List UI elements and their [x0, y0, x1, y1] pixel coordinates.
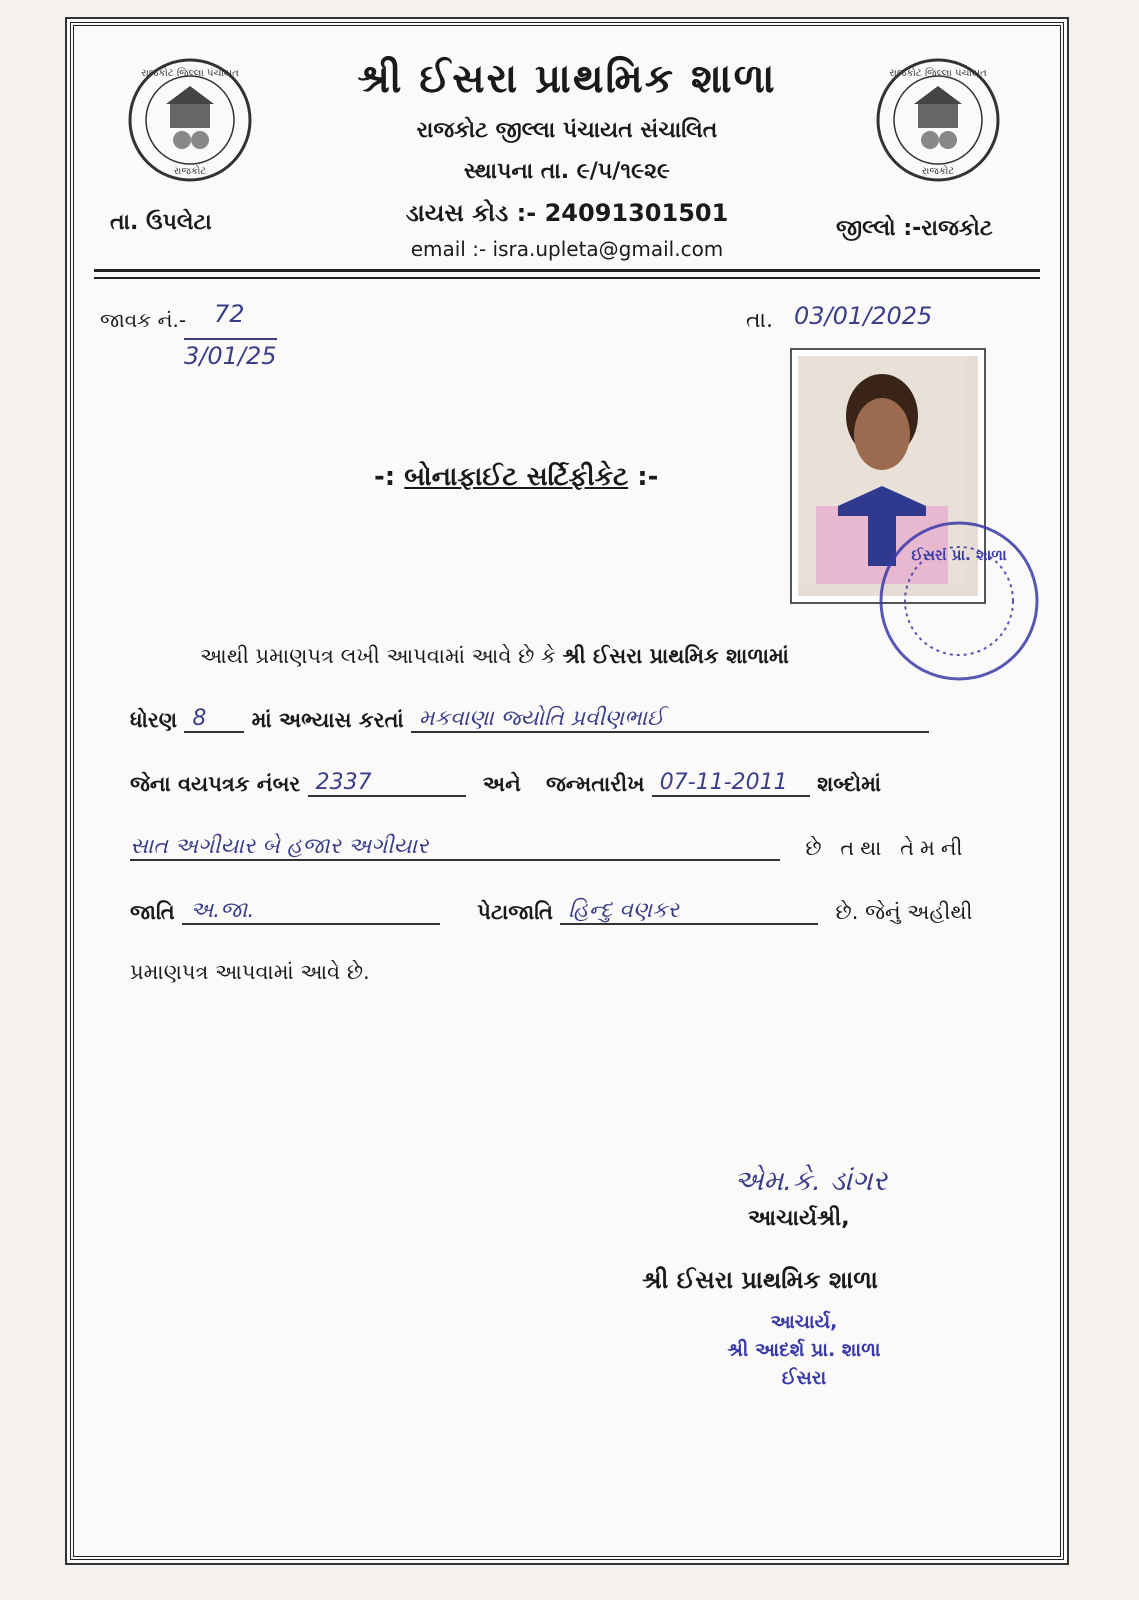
student-name: મકવાણા જ્યોતિ પ્રવીણભાઈ [418, 706, 665, 731]
header-divider [94, 269, 1040, 272]
dise-code: ડાયસ કોડ :- 24091301501 [405, 199, 729, 227]
signature-school-name: શ્રી ઈસરા પ્રાથમિક શાળા [642, 1266, 878, 1294]
seal-top-text: રાજકોટ જિલ્લા પંચાયત [889, 68, 987, 79]
certificate-sheet [70, 22, 1064, 1560]
title-text: બોનાફાઈટ સર્ટિફીકેટ [404, 462, 629, 492]
gr-number-field [308, 770, 466, 797]
caste-field [182, 898, 440, 925]
district: જીલ્લો :-રાજકોટ [836, 216, 993, 241]
gr-label: જેના વયપત્રક નંબર [130, 772, 301, 796]
continuation-label: છે તથા તેમની [805, 836, 969, 860]
and-label: અને [482, 772, 521, 796]
subcaste-value: હિન્દુ વણકર [568, 898, 679, 923]
principal-stamp [674, 1308, 934, 1392]
stamp-text: ઈસરા પ્રા. શાળા [911, 546, 1007, 564]
letterhead [74, 26, 1060, 266]
body-line-4 [130, 834, 968, 874]
body-line-6 [130, 960, 370, 1000]
caste-value: અ.જા. [189, 898, 255, 923]
title-prefix: -: [374, 462, 396, 492]
dob-field [652, 770, 810, 797]
student-name-field [411, 706, 929, 733]
outward-date: 3/01/25 [184, 338, 277, 370]
subcaste-field [560, 898, 818, 925]
standard-value: 8 [192, 706, 207, 731]
outward-number: 72 [214, 300, 245, 328]
school-email: email :- isra.upleta@gmail.com [410, 237, 724, 261]
stamp-line-1: આચાર્ય, [770, 1311, 838, 1333]
seal-bottom-text: રાજકોટ [173, 166, 207, 177]
date-label: તા. [746, 308, 773, 333]
dob-words-field [130, 834, 780, 861]
managed-by: રાજકોટ જીલ્લા પંચાયત સંચાલિત [416, 118, 718, 143]
issue-date: 03/01/2025 [794, 302, 933, 330]
gr-number: 2337 [315, 770, 372, 795]
intro-school: શ્રી ઈસરા પ્રાથમિક શાળામાં [562, 644, 789, 668]
title-suffix: :- [637, 462, 659, 492]
header-divider-thin [94, 277, 1040, 279]
date-of-birth: 07-11-2011 [659, 770, 788, 795]
standard-label: ધોરણ [130, 708, 178, 732]
school-name: શ્રી ઈસરા પ્રાથમિક શાળા [357, 56, 777, 102]
body-line-1 [200, 644, 789, 684]
words-label: શબ્દોમાં [817, 772, 882, 796]
closing-text-b: પ્રમાણપત્ર આપવામાં આવે છે. [130, 960, 370, 984]
standard-field [184, 706, 244, 733]
seal-top-text: રાજકોટ જિલ્લા પંચાયત [141, 68, 239, 79]
subcaste-label: પેટાજાતિ [477, 900, 553, 924]
seal-bottom-text: રાજકોટ [921, 166, 955, 177]
stamp-line-3: ઈસરા [781, 1367, 827, 1389]
certificate-title [374, 462, 658, 493]
principal-signature: એમ.કે. ડાંગર [734, 1164, 887, 1197]
body-line-3 [130, 770, 881, 810]
school-rubber-stamp [874, 516, 1044, 686]
principal-title: આચાર્યશ્રી, [748, 1206, 850, 1231]
body-line-5 [130, 898, 972, 938]
taluka: તા. ઉપલેટા [110, 210, 212, 235]
studying-label: માં અભ્યાસ કરતાં [251, 708, 404, 732]
caste-label: જાતિ [130, 900, 175, 924]
body-line-2 [130, 706, 929, 746]
established-date: સ્થાપના તા. ૯/૫/૧૯૨૯ [463, 159, 671, 184]
closing-text-a: છે. જેનું અહીથી [835, 900, 973, 924]
outward-number-label: જાવક નં.- [100, 308, 187, 332]
dob-in-words: સાત અગીયાર બે હજાર અગીયાર [130, 834, 429, 859]
stamp-line-2: શ્રી આદર્શ પ્રા. શાળા [727, 1339, 881, 1361]
intro-text: આથી પ્રમાણપત્ર લખી આપવામાં આવે છે કે [200, 644, 556, 668]
dob-label: જન્મતારીખ [546, 772, 645, 796]
